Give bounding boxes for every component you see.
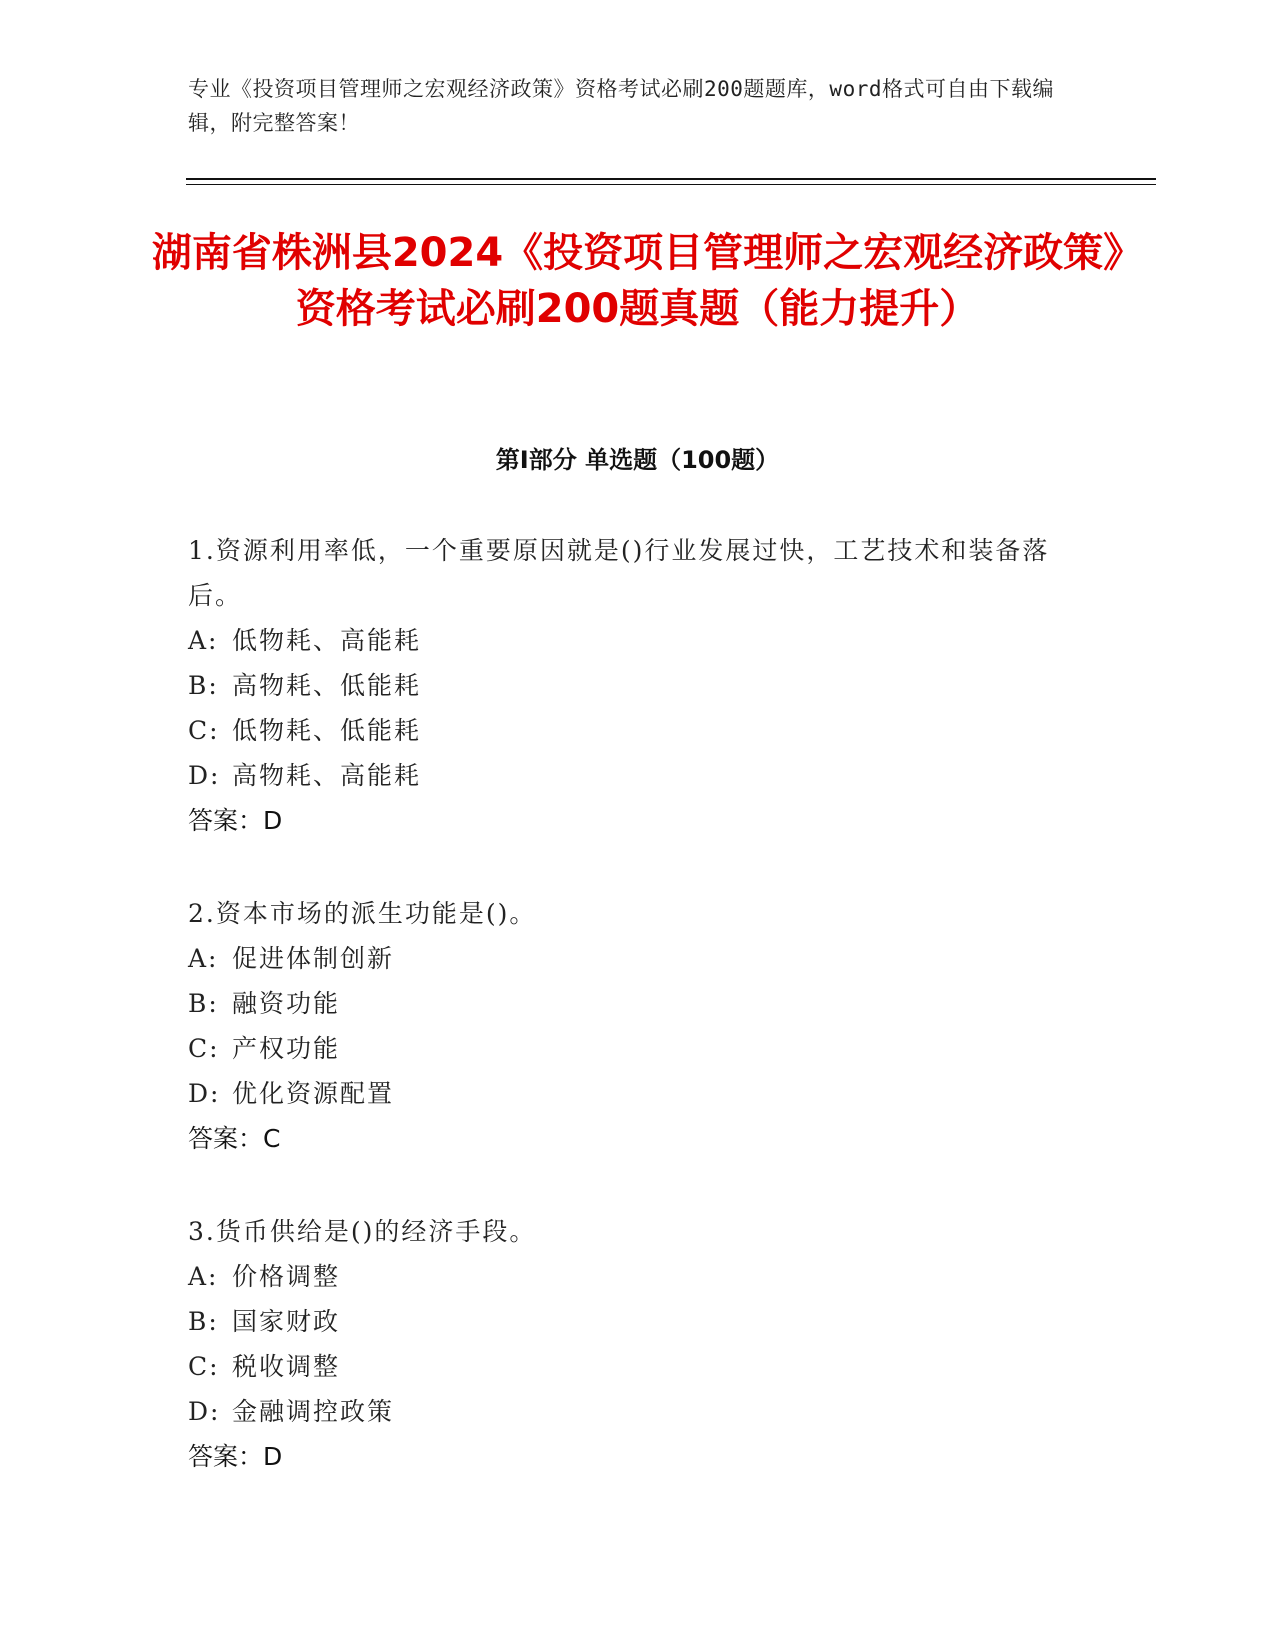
option-letter: D:	[188, 1397, 221, 1426]
option-letter: A:	[188, 626, 219, 655]
option-letter: D:	[188, 761, 221, 790]
option-d	[188, 1071, 1088, 1116]
option-letter: B:	[188, 1307, 219, 1336]
answer-label: 答案：	[188, 1124, 264, 1153]
answer-label: 答案：	[188, 806, 264, 835]
question-stem: 3.货币供给是()的经济手段。	[188, 1217, 537, 1246]
header-rule-thin	[186, 184, 1156, 185]
option-letter: D:	[188, 1079, 221, 1108]
option-text: 金融调控政策	[232, 1397, 395, 1426]
question-stem: 1.资源利用率低，一个重要原因就是()行业发展过快，工艺技术和装备落后。	[188, 536, 1050, 610]
option-a	[188, 1254, 1088, 1299]
option-letter: A:	[188, 944, 219, 973]
option-c	[188, 1026, 1088, 1071]
answer-line	[188, 798, 1088, 843]
option-c	[188, 708, 1088, 753]
question-3	[188, 1209, 1088, 1479]
option-text: 价格调整	[232, 1262, 341, 1291]
option-b	[188, 1299, 1088, 1344]
question-2	[188, 891, 1088, 1161]
option-a	[188, 936, 1088, 981]
option-letter: B:	[188, 989, 219, 1018]
option-text: 税收调整	[232, 1352, 341, 1381]
question-1	[188, 528, 1088, 843]
option-text: 产权功能	[232, 1034, 341, 1063]
option-letter: C:	[188, 716, 220, 745]
option-text: 促进体制创新	[232, 944, 395, 973]
answer-value: D	[263, 806, 283, 835]
question-stem: 2.资本市场的派生功能是()。	[188, 899, 537, 928]
option-d	[188, 753, 1088, 798]
option-text: 高物耗、高能耗	[232, 761, 422, 790]
option-c	[188, 1344, 1088, 1389]
option-letter: B:	[188, 671, 219, 700]
answer-label: 答案：	[188, 1442, 264, 1471]
option-a	[188, 618, 1088, 663]
option-text: 低物耗、低能耗	[232, 716, 422, 745]
section-heading: 第Ⅰ部分 单选题（100题）	[495, 446, 780, 474]
answer-line	[188, 1434, 1088, 1479]
option-letter: C:	[188, 1034, 220, 1063]
option-text: 高物耗、低能耗	[232, 671, 422, 700]
document-title: 湖南省株洲县2024《投资项目管理师之宏观经济政策》资格考试必刷200题真题（能力提升）	[151, 230, 1124, 332]
header-note: 专业《投资项目管理师之宏观经济政策》资格考试必刷200题题库，word格式可自由下载编辑，附完整答案！	[188, 77, 1054, 135]
answer-value: C	[263, 1124, 281, 1153]
header-rule-thick	[186, 178, 1156, 180]
option-letter: C:	[188, 1352, 220, 1381]
option-text: 低物耗、高能耗	[232, 626, 422, 655]
answer-line	[188, 1116, 1088, 1161]
question-list	[188, 528, 1088, 1527]
option-text: 融资功能	[232, 989, 341, 1018]
option-d	[188, 1389, 1088, 1434]
option-b	[188, 981, 1088, 1026]
option-text: 优化资源配置	[232, 1079, 395, 1108]
option-letter: A:	[188, 1262, 219, 1291]
answer-value: D	[263, 1442, 283, 1471]
option-b	[188, 663, 1088, 708]
option-text: 国家财政	[232, 1307, 341, 1336]
